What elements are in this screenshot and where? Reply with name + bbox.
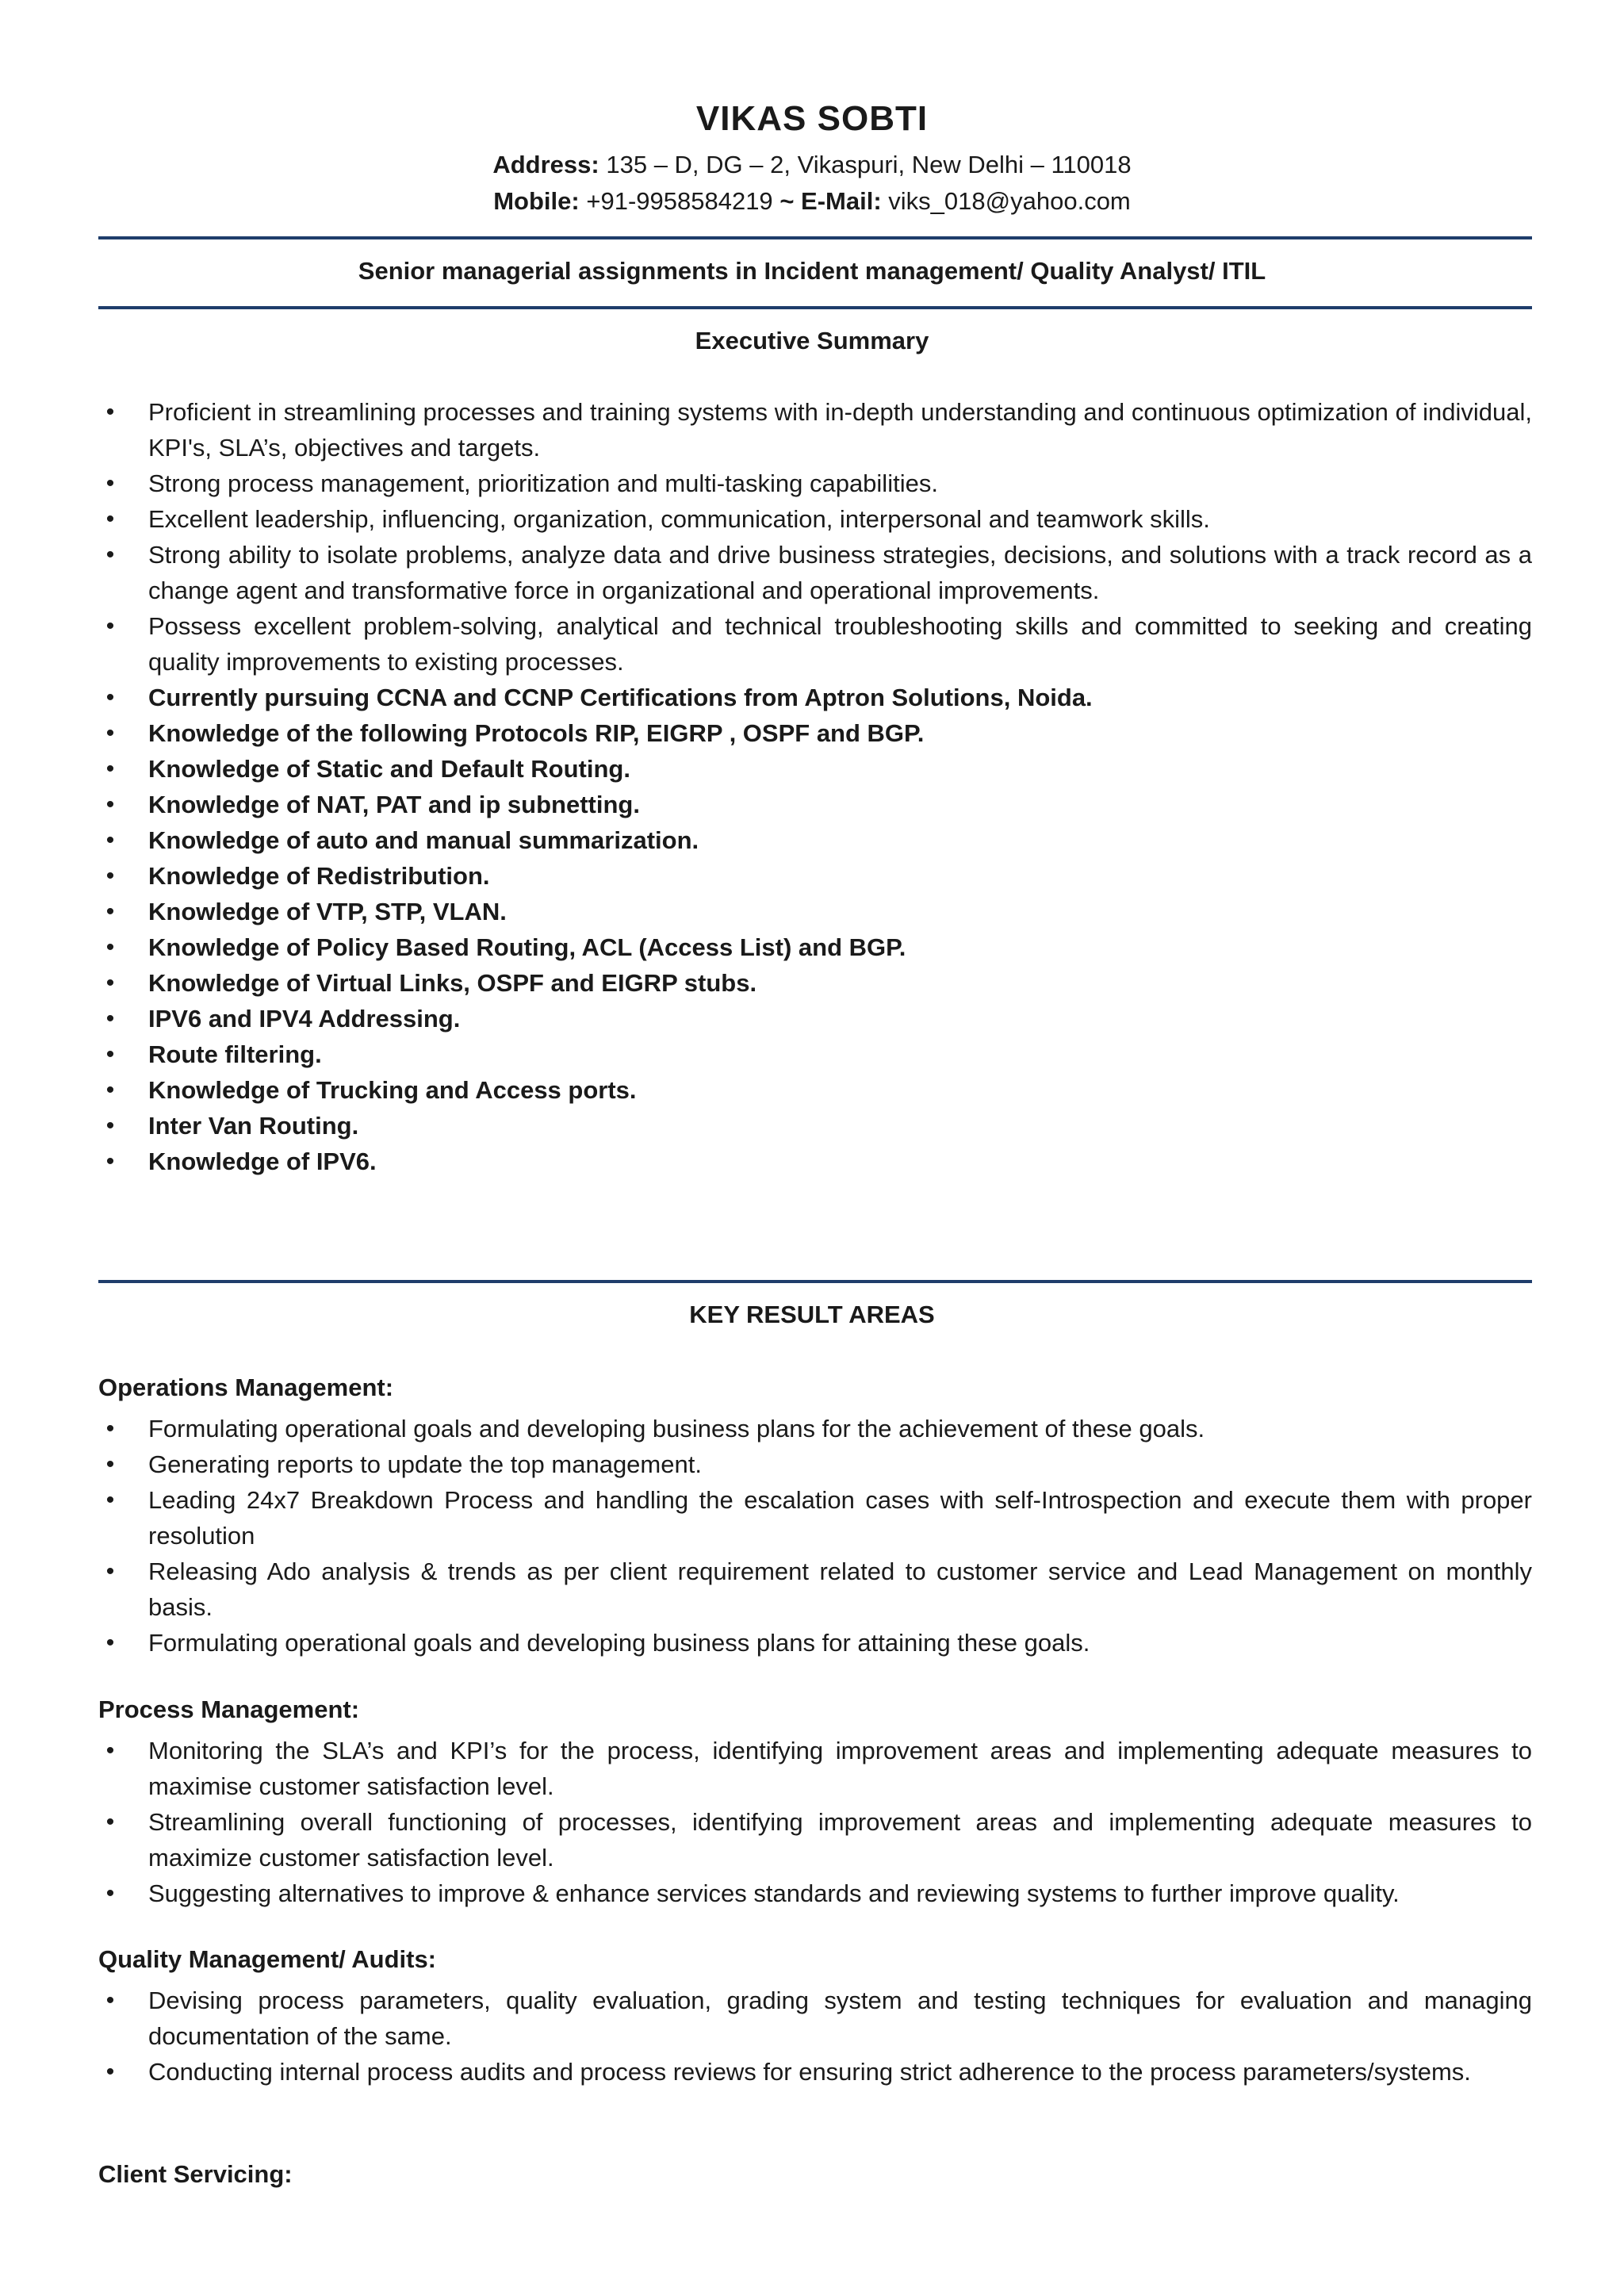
list-item-text: Knowledge of auto and manual summarization.	[148, 826, 699, 854]
list-item-text: Currently pursuing CCNA and CCNP Certifications from Aptron Solutions, Noida.	[148, 684, 1093, 711]
headline: Senior managerial assignments in Incident management/ Quality Analyst/ ITIL	[358, 257, 1266, 285]
process-management-list	[98, 1733, 1532, 1911]
list-item	[98, 894, 1532, 929]
bullet-icon: •	[105, 720, 115, 746]
bullet-icon: •	[105, 1113, 115, 1139]
quality-management-title: Quality Management/ Audits:	[98, 1945, 437, 1973]
bullet-icon: •	[105, 756, 115, 782]
list-item-text: Knowledge of the following Protocols RIP, EIGRP , OSPF and BGP.	[148, 719, 925, 747]
list-item-text: Strong process management, prioritization and multi-tasking capabilities.	[148, 469, 938, 497]
bullet-icon: •	[105, 827, 115, 853]
address-value: 135 – D, DG – 2, Vikaspuri, New Delhi – 110018	[606, 151, 1132, 178]
mobile-label: Mobile:	[493, 187, 580, 215]
bullet-icon: •	[105, 1006, 115, 1032]
bullet-icon: •	[105, 1630, 115, 1656]
list-item-text: Knowledge of Trucking and Access ports.	[148, 1076, 637, 1104]
bullet-icon: •	[105, 506, 115, 532]
operations-management-title: Operations Management:	[98, 1374, 394, 1401]
bullet-icon: •	[105, 791, 115, 818]
candidate-name: VIKAS SOBTI	[695, 99, 929, 138]
email-value: viks_018@yahoo.com	[888, 187, 1131, 215]
list-item-text: Knowledge of Policy Based Routing, ACL (Access List) and BGP.	[148, 933, 906, 961]
list-item-text: Monitoring the SLA’s and KPI’s for the process, identifying improvement areas and implementing adequate measures to maximise customer satisfaction level.	[148, 1737, 1532, 1800]
list-item	[98, 394, 1532, 466]
list-item	[98, 1036, 1532, 1072]
bullet-icon: •	[105, 934, 115, 960]
list-item	[98, 1446, 1532, 1482]
list-item	[98, 787, 1532, 822]
bullet-icon: •	[105, 399, 115, 425]
process-management-title: Process Management:	[98, 1695, 360, 1723]
list-item	[98, 715, 1532, 751]
list-item	[98, 466, 1532, 501]
list-item-text: Leading 24x7 Breakdown Process and handling the escalation cases with self-Introspection and execute them with proper resolution	[148, 1486, 1532, 1550]
bullet-icon: •	[105, 684, 115, 711]
bullet-icon: •	[105, 1809, 115, 1835]
list-item	[98, 1875, 1532, 1911]
list-item-text: Suggesting alternatives to improve & enhance services standards and reviewing systems to further improve quality.	[148, 1879, 1400, 1907]
list-item-text: Route filtering.	[148, 1040, 322, 1068]
bullet-icon: •	[105, 898, 115, 925]
contact-line	[0, 187, 1624, 216]
list-item	[98, 501, 1532, 537]
list-item	[98, 1625, 1532, 1661]
list-item	[98, 858, 1532, 894]
list-item	[98, 1554, 1532, 1625]
list-item-text: Possess excellent problem-solving, analytical and technical troubleshooting skills and committed to seeking and creating quality improvements to existing processes.	[148, 612, 1532, 676]
divider-kra	[98, 1280, 1532, 1283]
list-item	[98, 608, 1532, 680]
list-item	[98, 751, 1532, 787]
list-item-text: Inter Van Routing.	[148, 1112, 359, 1140]
bullet-icon: •	[105, 1451, 115, 1477]
list-item	[98, 1001, 1532, 1036]
list-item	[98, 1733, 1532, 1804]
bullet-icon: •	[105, 1487, 115, 1513]
list-item-text: Conducting internal process audits and process reviews for ensuring strict adherence to the process parameters/systems.	[148, 2058, 1471, 2086]
bullet-icon: •	[105, 1987, 115, 2013]
list-item	[98, 929, 1532, 965]
list-item-text: IPV6 and IPV4 Addressing.	[148, 1005, 461, 1033]
divider-headline	[98, 306, 1532, 309]
list-item-text: Knowledge of Static and Default Routing.	[148, 755, 630, 783]
executive-summary-title: Executive Summary	[695, 327, 929, 354]
client-servicing-title: Client Servicing:	[98, 2160, 293, 2188]
list-item-text: Excellent leadership, influencing, organization, communication, interpersonal and teamwork skills.	[148, 505, 1210, 533]
list-item	[98, 1108, 1532, 1144]
list-item	[98, 1072, 1532, 1108]
quality-management-list	[98, 1983, 1532, 2090]
list-item-text: Formulating operational goals and developing business plans for attaining these goals.	[148, 1629, 1090, 1657]
list-item	[98, 1411, 1532, 1446]
bullet-icon: •	[105, 1558, 115, 1584]
list-item-text: Strong ability to isolate problems, analyze data and drive business strategies, decisions, and solutions with a track record as a change agent and transformative force in organizational and operational improvements.	[148, 541, 1532, 604]
list-item-text: Streamlining overall functioning of processes, identifying improvement areas and implementing adequate measures to maximize customer satisfaction level.	[148, 1808, 1532, 1872]
list-item	[98, 1482, 1532, 1554]
executive-summary-list	[98, 394, 1532, 1179]
bullet-icon: •	[105, 613, 115, 639]
list-item	[98, 537, 1532, 608]
divider-top	[98, 236, 1532, 239]
bullet-icon: •	[105, 1416, 115, 1442]
mobile-value: +91-9958584219	[586, 187, 773, 215]
list-item-text: Proficient in streamlining processes and training systems with in-depth understanding and continuous optimization of individual, KPI's, SLA’s, objectives and targets.	[148, 398, 1532, 462]
email-label: E-Mail:	[801, 187, 882, 215]
bullet-icon: •	[105, 542, 115, 568]
list-item-text: Knowledge of VTP, STP, VLAN.	[148, 898, 507, 925]
bullet-icon: •	[105, 1041, 115, 1067]
list-item-text: Releasing Ado analysis & trends as per client requirement related to customer service and Lead Management on monthly basis.	[148, 1557, 1532, 1621]
operations-management-list	[98, 1411, 1532, 1661]
bullet-icon: •	[105, 2059, 115, 2085]
list-item	[98, 1144, 1532, 1179]
bullet-icon: •	[105, 970, 115, 996]
bullet-icon: •	[105, 1077, 115, 1103]
list-item-text: Knowledge of NAT, PAT and ip subnetting.	[148, 791, 640, 818]
list-item	[98, 680, 1532, 715]
list-item-text: Knowledge of IPV6.	[148, 1148, 377, 1175]
bullet-icon: •	[105, 1880, 115, 1906]
address-label: Address:	[492, 151, 599, 178]
list-item	[98, 1983, 1532, 2054]
address-line	[0, 151, 1624, 179]
list-item	[98, 822, 1532, 858]
bullet-icon: •	[105, 1738, 115, 1764]
bullet-icon: •	[105, 470, 115, 496]
bullet-icon: •	[105, 1148, 115, 1174]
list-item-text: Devising process parameters, quality evaluation, grading system and testing techniques for evaluation and managing documentation of the same.	[148, 1987, 1532, 2050]
list-item-text: Generating reports to update the top management.	[148, 1450, 702, 1478]
bullet-icon: •	[105, 863, 115, 889]
list-item	[98, 2054, 1532, 2090]
list-item	[98, 1804, 1532, 1875]
list-item-text: Formulating operational goals and developing business plans for the achievement of these goals.	[148, 1415, 1205, 1443]
kra-title: KEY RESULT AREAS	[689, 1301, 935, 1328]
list-item	[98, 965, 1532, 1001]
contact-separator: ~	[779, 187, 795, 215]
list-item-text: Knowledge of Redistribution.	[148, 862, 490, 890]
list-item-text: Knowledge of Virtual Links, OSPF and EIGRP stubs.	[148, 969, 757, 997]
